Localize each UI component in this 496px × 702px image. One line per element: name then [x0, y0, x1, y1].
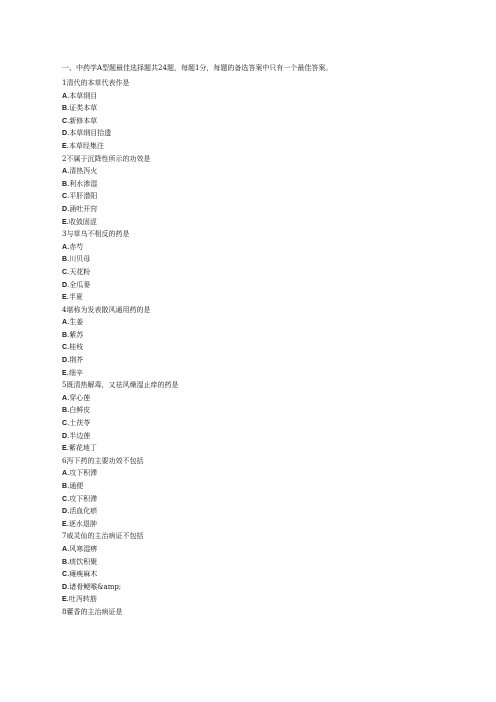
option-letter: E: [62, 218, 67, 226]
option-text: .荆芥: [67, 356, 84, 365]
option-text: .紫花地丁: [66, 444, 97, 453]
option-letter: C: [62, 193, 68, 201]
document-page: [62, 62, 442, 619]
option-text: .活血化瘀: [67, 507, 98, 516]
answer-option: [62, 102, 442, 115]
option-letter: C: [62, 571, 68, 579]
option-letter: B: [62, 180, 68, 188]
answer-option: [62, 90, 442, 103]
option-letter: E: [62, 294, 67, 302]
answer-option: [62, 417, 442, 430]
option-letter: B: [62, 483, 68, 490]
option-text: .通便: [67, 482, 84, 490]
question-stem: 4堪称为发表散风通用药的是: [62, 305, 151, 314]
answer-option: [62, 241, 442, 254]
option-text: .诸骨鲠喉&amp;: [67, 582, 122, 591]
option-letter: C: [62, 268, 68, 276]
option-text: .收敛固涩: [66, 217, 97, 226]
option-letter: B: [62, 105, 68, 113]
answer-option: [62, 291, 442, 304]
answer-option: [62, 392, 442, 405]
option-letter: E: [62, 142, 67, 150]
question-stem: 7威灵仙的主治病证不包括: [62, 532, 144, 541]
answer-option: [62, 190, 442, 203]
answer-option: [62, 568, 442, 581]
option-letter: B: [62, 558, 68, 566]
option-text: .痰饮积聚: [67, 557, 98, 566]
option-text: .风寒湿痹: [67, 544, 98, 553]
question-stem: 8藿香的主治病证是: [62, 607, 123, 616]
option-text: .吐泻转筋: [66, 595, 97, 604]
question-stem: 6泻下药的主要功效不包括: [62, 456, 144, 465]
option-letter: C: [62, 117, 68, 125]
option-text: .涌吐开窍: [67, 204, 98, 213]
option-text: .本草纲目: [67, 91, 98, 100]
option-letter: D: [62, 508, 68, 516]
answer-option: [62, 354, 442, 367]
option-letter: D: [62, 130, 68, 138]
answer-option: [62, 581, 442, 594]
option-letter: C: [62, 420, 68, 428]
option-text: .全瓜蒌: [67, 280, 91, 289]
option-letter: A: [62, 243, 68, 251]
option-text: .证类本草: [67, 104, 98, 113]
answer-option: [62, 140, 442, 153]
question-stem: 5既清热解毒，又祛风燥湿止痒的药是: [62, 381, 179, 390]
option-letter: C: [62, 495, 68, 503]
option-text: .新修本草: [67, 116, 98, 125]
question-stem: 3与草乌不相反的药是: [62, 230, 130, 239]
option-letter: A: [62, 92, 68, 100]
option-text: .桂枝: [67, 343, 84, 352]
answer-option: [62, 341, 442, 354]
option-letter: D: [62, 281, 68, 289]
option-letter: D: [62, 357, 68, 365]
option-text: .赤芍: [67, 242, 84, 251]
answer-option: [62, 556, 442, 569]
option-letter: B: [62, 407, 68, 415]
answer-option: [62, 253, 442, 266]
option-letter: A: [62, 319, 68, 327]
option-letter: E: [62, 445, 67, 453]
answer-option: [62, 279, 442, 292]
answer-option: [62, 480, 442, 493]
option-letter: E: [62, 369, 67, 377]
option-text: .天花粉: [67, 267, 91, 276]
option-text: .瘫痪麻木: [67, 570, 98, 579]
answer-option: [62, 216, 442, 229]
answer-option: [62, 543, 442, 556]
option-text: .本草经集注: [66, 141, 104, 150]
option-letter: A: [62, 394, 68, 402]
option-text: .攻下积滞: [67, 494, 98, 503]
answer-option: [62, 266, 442, 279]
option-text: .利水渗湿: [67, 179, 98, 188]
option-text: .川贝母: [67, 255, 91, 264]
option-text: .穿心莲: [67, 393, 91, 402]
option-text: .细辛: [66, 368, 83, 377]
option-letter: A: [62, 168, 68, 176]
answer-option: [62, 203, 442, 216]
answer-option: [62, 518, 442, 531]
option-letter: E: [62, 596, 67, 604]
option-text: .平肝潜阳: [67, 192, 98, 201]
option-letter: B: [62, 331, 68, 339]
answer-option: [62, 316, 442, 329]
section-heading: 一、中药学A型题最佳选择题共24题，每题1分，每题的备选答案中只有一个最佳答案。: [62, 64, 333, 72]
question-list: [62, 77, 442, 619]
option-text: .土茯苓: [67, 419, 91, 428]
option-text: .清热泻火: [67, 167, 98, 176]
option-letter: D: [62, 583, 68, 591]
answer-option: [62, 367, 442, 380]
option-text: .生姜: [67, 318, 84, 327]
question-stem: 2不属于沉降性所示的功效是: [62, 154, 151, 163]
option-letter: D: [62, 205, 68, 213]
answer-option: [62, 593, 442, 606]
answer-option: [62, 127, 442, 140]
option-text: .紫苏: [67, 330, 84, 339]
question-stem: 1清代的本草代表作是: [62, 79, 130, 87]
option-text: .攻下积滞: [67, 469, 98, 478]
option-text: .半夏: [66, 293, 83, 302]
option-text: .逐水退肿: [66, 519, 97, 528]
option-letter: C: [62, 344, 68, 352]
option-text: .半边莲: [67, 431, 91, 440]
option-text: .白鲜皮: [67, 406, 91, 415]
answer-option: [62, 430, 442, 443]
answer-option: [62, 493, 442, 506]
option-letter: B: [62, 256, 68, 264]
answer-option: [62, 178, 442, 191]
answer-option: [62, 115, 442, 128]
option-text: .本草纲目拾遗: [67, 129, 112, 138]
option-letter: A: [62, 545, 68, 553]
answer-option: [62, 329, 442, 342]
option-letter: E: [62, 520, 67, 528]
answer-option: [62, 505, 442, 518]
option-letter: D: [62, 432, 68, 440]
answer-option: [62, 442, 442, 455]
answer-option: [62, 467, 442, 480]
answer-option: [62, 404, 442, 417]
option-letter: A: [62, 470, 68, 478]
answer-option: [62, 165, 442, 178]
